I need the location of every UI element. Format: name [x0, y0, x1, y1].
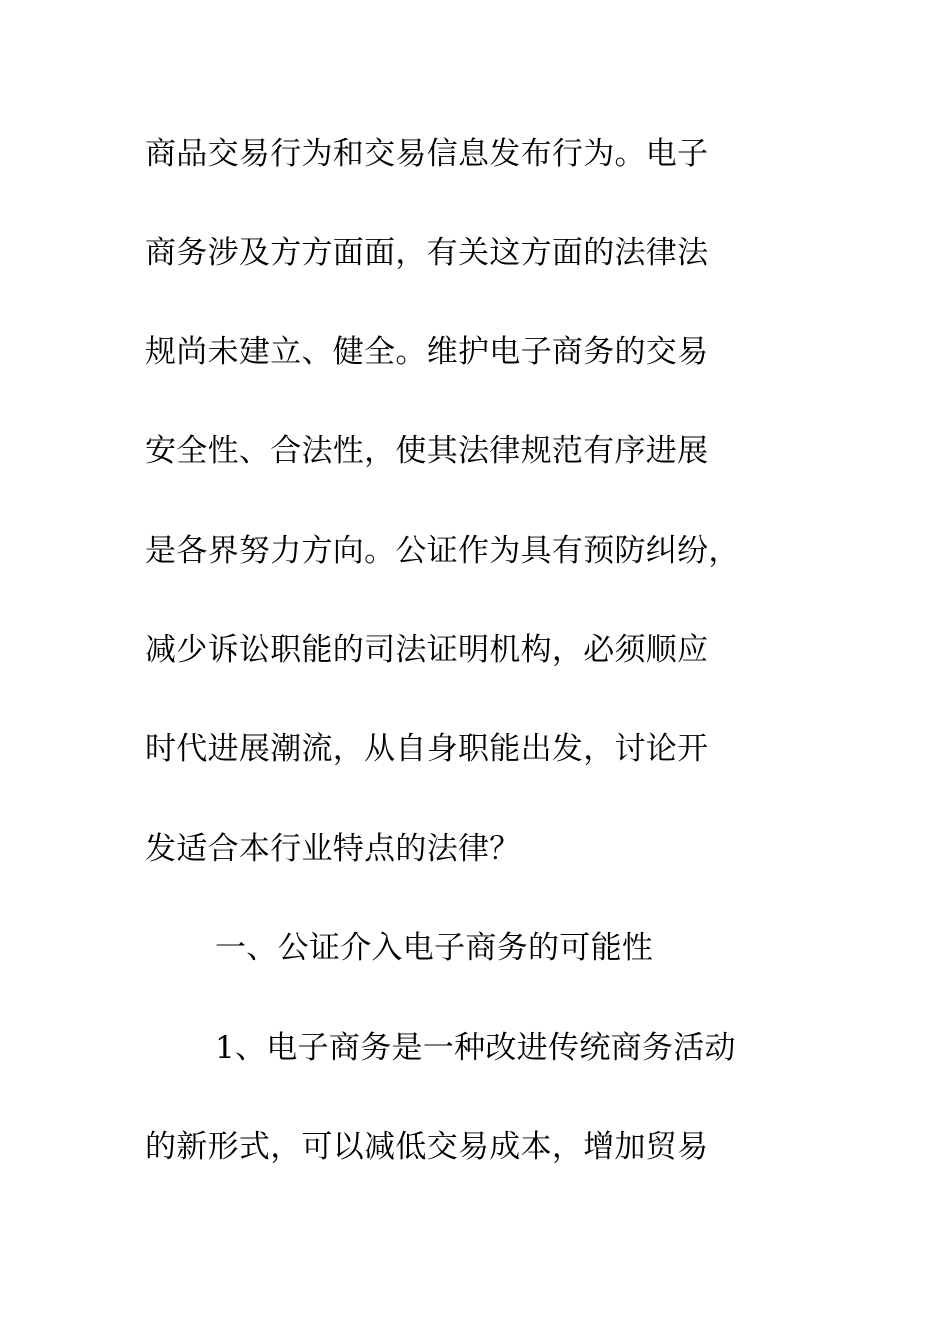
paragraph-line-7: 时代进展潮流，从自身职能出发，讨论开 — [145, 731, 709, 767]
section-heading: 一、公证介入电子商务的可能性 — [215, 930, 654, 966]
paragraph-line-3: 规尚未建立、健全。维护电子商务的交易 — [145, 334, 709, 370]
paragraph-line-8: 发适合本行业特点的法律？ — [145, 831, 521, 867]
paragraph-line-2: 商务涉及方方面面，有关这方面的法律法 — [145, 235, 709, 271]
paragraph-line-1: 商品交易行为和交易信息发布行为。电子 — [145, 136, 709, 172]
item-1-line-1: 1、电子商务是一种改进传统商务活动 — [215, 1030, 736, 1066]
paragraph-line-5: 是各界努力方向。公证作为具有预防纠纷， — [145, 533, 740, 569]
item-1-line-2: 的新形式，可以减低交易成本，增加贸易 — [145, 1129, 709, 1165]
paragraph-line-6: 减少诉讼职能的司法证明机构，必须顺应 — [145, 632, 709, 668]
paragraph-line-4: 安全性、合法性，使其法律规范有序进展 — [145, 433, 709, 469]
